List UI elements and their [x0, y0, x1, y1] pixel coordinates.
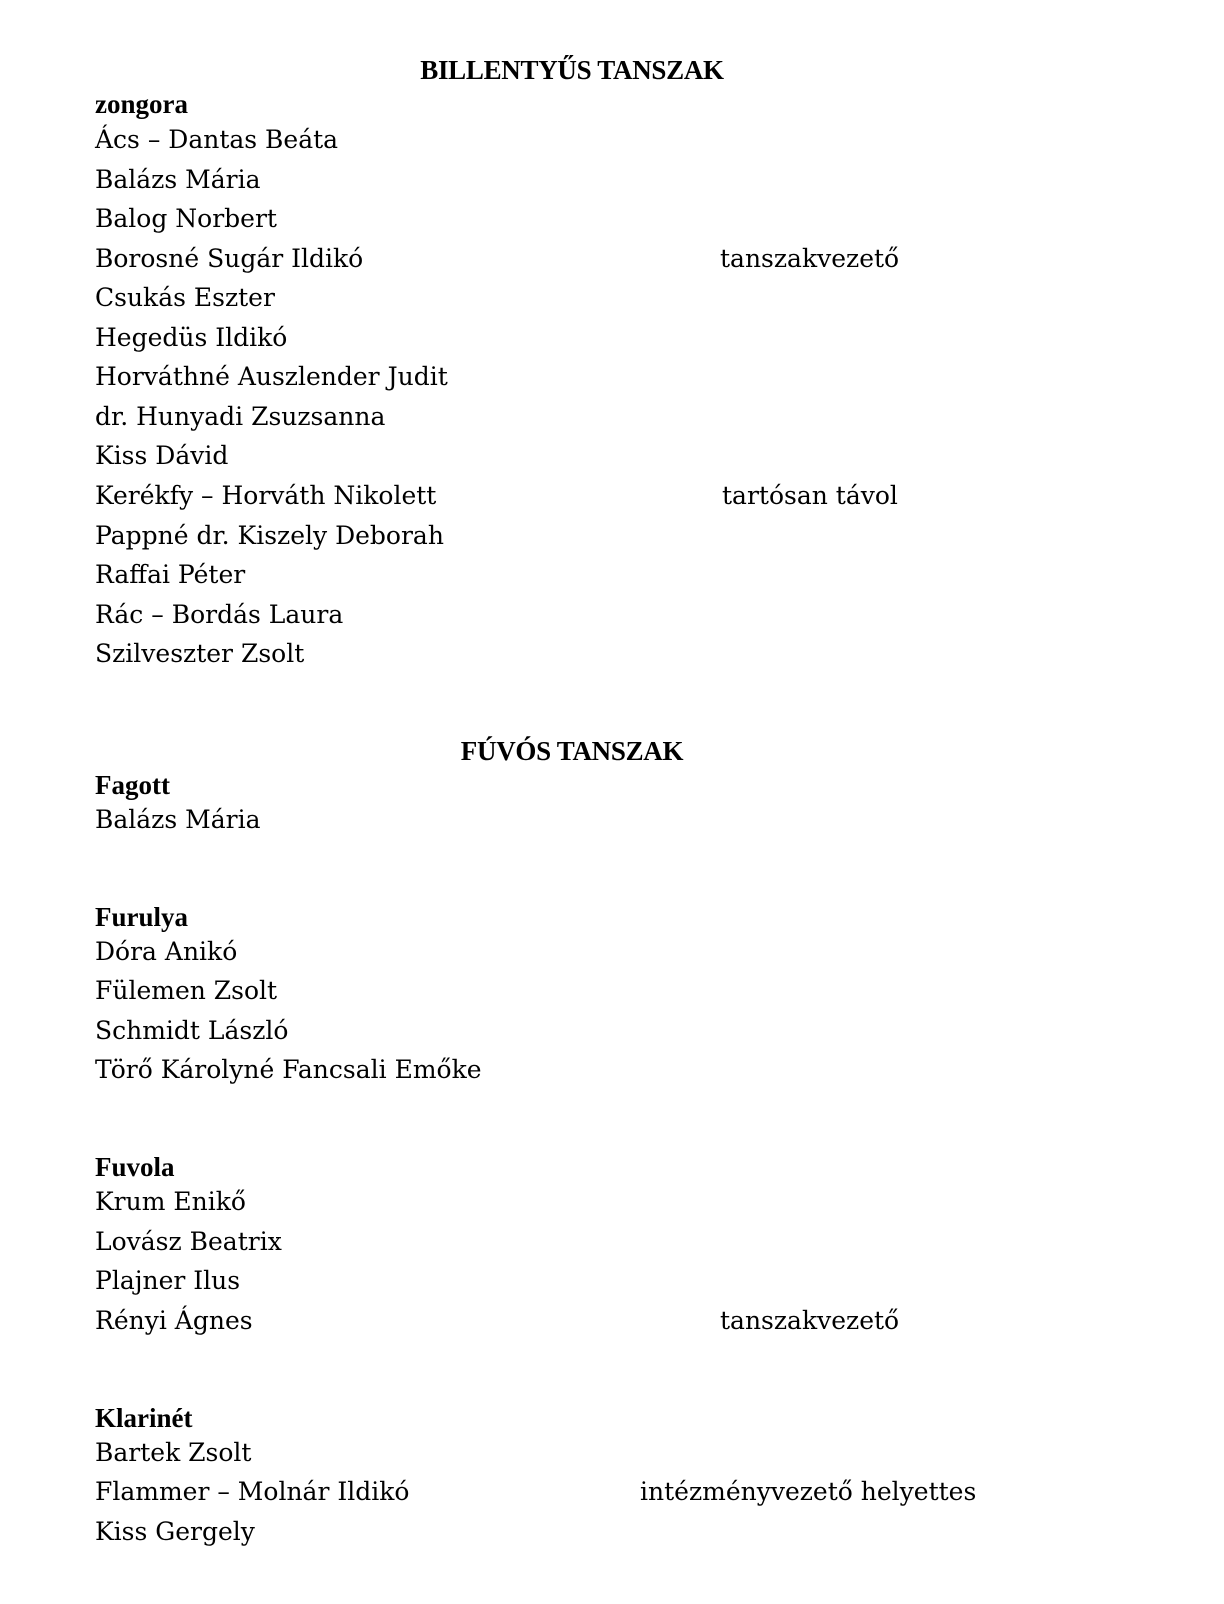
staff-row	[95, 1261, 1135, 1301]
staff-row	[95, 476, 1135, 516]
staff-name: Szilveszter Zsolt	[95, 639, 305, 668]
staff-row	[95, 278, 1135, 318]
staff-row	[95, 357, 1135, 397]
staff-name: Balázs Mária	[95, 165, 261, 194]
instrument-heading-fagott: Fagott	[95, 770, 170, 800]
staff-name: Schmidt László	[95, 1016, 289, 1045]
staff-row	[95, 318, 1135, 358]
staff-row	[95, 932, 1135, 972]
staff-name: Bartek Zsolt	[95, 1438, 252, 1467]
staff-name: Flammer – Molnár Ildikó	[95, 1477, 410, 1506]
instrument-heading-furulya: Furulya	[95, 902, 189, 932]
staff-row	[95, 160, 1135, 200]
staff-name: Balog Norbert	[95, 204, 277, 233]
staff-name: dr. Hunyadi Zsuzsanna	[95, 402, 386, 431]
instrument-heading-zongora: zongora	[95, 89, 188, 119]
staff-role: tanszakvezető	[720, 244, 900, 273]
staff-row	[95, 1301, 1135, 1341]
staff-row	[95, 971, 1135, 1011]
instrument-heading-klarinet: Klarinét	[95, 1403, 193, 1433]
staff-row	[95, 595, 1135, 635]
staff-name: Kiss Gergely	[95, 1517, 255, 1546]
staff-row	[95, 436, 1135, 476]
staff-row	[95, 239, 1135, 279]
staff-name: Csukás Eszter	[95, 283, 275, 312]
staff-name: Borosné Sugár Ildikó	[95, 244, 364, 273]
staff-row	[95, 397, 1135, 437]
section-title-billentyus: BILLENTYŰS TANSZAK	[420, 55, 724, 85]
staff-row	[95, 199, 1135, 239]
staff-name: Fülemen Zsolt	[95, 976, 278, 1005]
staff-role: tanszakvezető	[720, 1306, 900, 1335]
staff-name: Lovász Beatrix	[95, 1227, 282, 1256]
staff-row	[95, 516, 1135, 556]
staff-name: Krum Enikő	[95, 1187, 246, 1216]
staff-row	[95, 1472, 1135, 1512]
staff-role: tartósan távol	[722, 481, 898, 510]
staff-name: Horváthné Auszlender Judit	[95, 362, 448, 391]
staff-row	[95, 1011, 1135, 1051]
staff-name: Ács – Dantas Beáta	[95, 125, 339, 154]
staff-name: Rác – Bordás Laura	[95, 600, 344, 629]
staff-name: Kerékfy – Horváth Nikolett	[95, 481, 437, 510]
staff-name: Plajner Ilus	[95, 1266, 241, 1295]
staff-name: Dóra Anikó	[95, 937, 238, 966]
staff-row	[95, 555, 1135, 595]
staff-name: Raffai Péter	[95, 560, 246, 589]
staff-row	[95, 1512, 1135, 1552]
staff-row	[95, 1222, 1135, 1262]
staff-row	[95, 1182, 1135, 1222]
staff-name: Kiss Dávid	[95, 441, 229, 470]
staff-row	[95, 120, 1135, 160]
staff-name: Rényi Ágnes	[95, 1306, 253, 1335]
staff-row	[95, 634, 1135, 674]
section-title-fuvos: FÚVÓS TANSZAK	[460, 736, 684, 766]
staff-role: intézményvezető helyettes	[640, 1477, 977, 1506]
staff-row	[95, 800, 1135, 840]
staff-row	[95, 1433, 1135, 1473]
staff-name: Hegedüs Ildikó	[95, 323, 288, 352]
staff-row	[95, 1050, 1135, 1090]
staff-name: Balázs Mária	[95, 805, 261, 834]
staff-name: Pappné dr. Kiszely Deborah	[95, 521, 444, 550]
staff-name: Törő Károlyné Fancsali Emőke	[95, 1055, 482, 1084]
instrument-heading-fuvola: Fuvola	[95, 1152, 175, 1182]
